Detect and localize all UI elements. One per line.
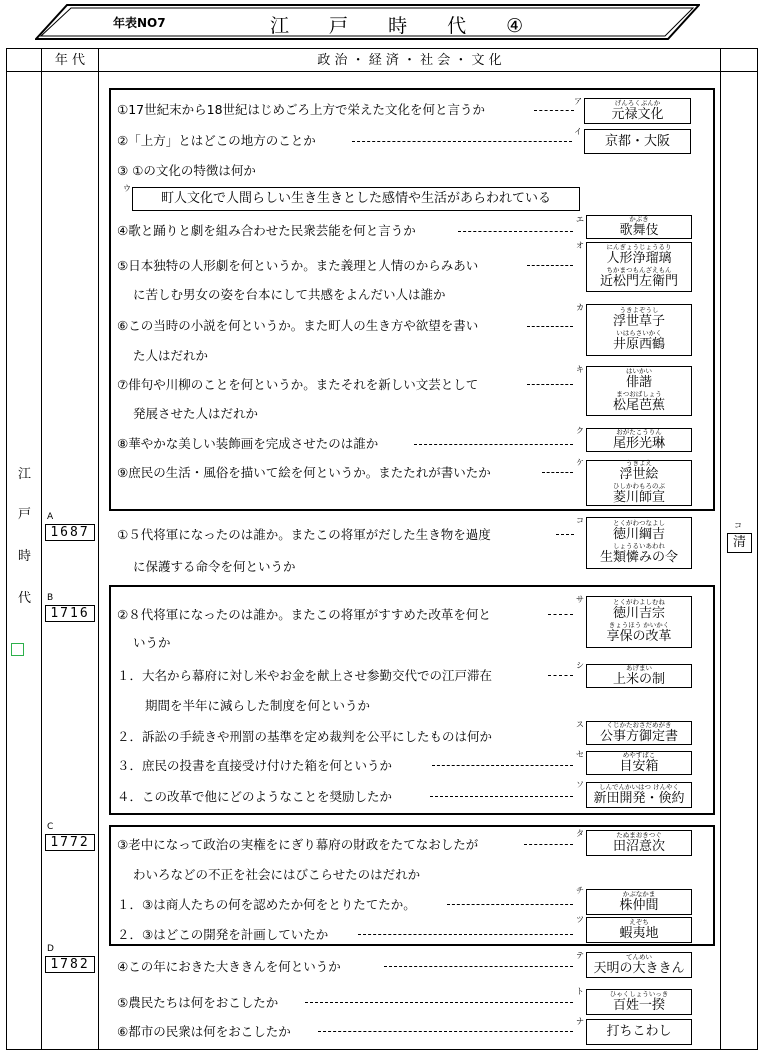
question: ⑨庶民の生活・風俗を描いて絵を何というか。またたれが書いたか — [117, 465, 491, 480]
year-box: 1716 — [45, 605, 95, 622]
answer-box: あげまい 上米の制 — [586, 664, 692, 688]
answer-box-double: にんぎょうじょうるり 人形浄瑠璃 ちかまつもんざえもん 近松門左衛門 — [586, 242, 692, 292]
answer-box: げんろくぶんか 元禄文化 — [584, 98, 691, 124]
answer-kana: チ — [576, 886, 584, 895]
answer-kana: ト — [576, 987, 584, 996]
question: ②「上方」とはどこの地方のことか — [117, 133, 316, 148]
question: ２．訴訟の手続きや刑罰の基準を定め裁判を公平にしたものは何か — [117, 729, 493, 744]
era-char: 時 — [18, 549, 32, 564]
answer-kana: ケ — [576, 458, 584, 467]
answer-box: くじかたおさだめがき 公事方御定書 — [586, 721, 692, 745]
question: ⑧華やかな美しい装飾画を完成させたのは誰か — [117, 436, 379, 451]
question-cont: 発展させた人はだれか — [133, 406, 259, 421]
answer-kana: テ — [576, 951, 584, 960]
question: ⑦俳句や川柳のことを何というか。またそれを新しい文芸として — [117, 377, 479, 392]
answer-kana: コ — [734, 521, 742, 530]
answer-box: めやすばこ 目安箱 — [586, 751, 692, 775]
year-box: 1772 — [45, 834, 95, 851]
era-char: 代 — [18, 591, 32, 606]
answer-kana: ア — [574, 97, 582, 106]
question: ⑤農民たちは何をおこしたか — [117, 995, 279, 1010]
answer-kana: ナ — [576, 1017, 584, 1026]
year-letter: B — [47, 593, 54, 603]
question-cont: に保護する命令を何というか — [133, 559, 296, 574]
answer-box-double: うきよぞうし 浮世草子 いはらさいかく 井原西鶴 — [586, 304, 692, 356]
year-box: 1782 — [45, 956, 95, 973]
answer-kana: エ — [576, 215, 584, 224]
question: ④歌と踊りと劇を組み合わせた民衆芸能を何と言うか — [117, 223, 416, 238]
question: ①５代将軍になったのは誰か。またこの将軍がだした生き物を過度 — [117, 527, 491, 542]
answer-box: てんめい 天明の大ききん — [586, 952, 692, 978]
question: ③ ①の文化の特徴は何か — [117, 163, 256, 178]
question: ２．③はどこの開発を計画していたか — [117, 927, 329, 942]
answer-kana: サ — [576, 595, 584, 604]
answer-box: かぶき 歌舞伎 — [586, 215, 692, 239]
answer-box-double: とくがわよしむね 徳川吉宗 きょうほう かいかく 享保の改革 — [586, 596, 692, 648]
answer-kana: コ — [576, 516, 584, 525]
year-letter: C — [47, 822, 54, 832]
column-header-topics: 政 治 ・ 経 済 ・ 社 会 ・ 文 化 — [317, 53, 502, 68]
year-letter: D — [47, 944, 54, 954]
question-cont: わいろなどの不正を社会にはびこらせたのはだれか — [133, 867, 421, 882]
qing-answer-box: 清 — [727, 533, 752, 553]
answer-kana: ウ — [123, 184, 131, 193]
answer-box: 京都・大阪 — [584, 129, 691, 154]
year-box: 1687 — [45, 524, 95, 541]
answer-box: しんでんかいはつ けんやく 新田開発・倹約 — [586, 782, 692, 808]
question: ⑤日本独特の人形劇を何というか。また義理と人情のからみあい — [117, 258, 479, 273]
answer-kana: ス — [576, 720, 584, 729]
year-letter: A — [47, 512, 54, 522]
answer-kana: セ — [576, 750, 584, 759]
answer-box-double: とくがわつなよし 徳川綱吉 しょうるいあわれ 生類憐みの令 — [586, 517, 692, 569]
column-header-year: 年 代 — [54, 53, 86, 68]
answer-box-double: はいかい 俳諧 まつおばしょう 松尾芭蕉 — [586, 366, 692, 416]
answer-box: たぬまおきつぐ 田沼意次 — [586, 830, 692, 856]
era-char: 江 — [18, 467, 32, 482]
era-char: 戸 — [18, 507, 32, 522]
question: ３．庶民の投書を直接受け付けた箱を何というか — [117, 758, 393, 773]
answer-box-wide: 町人文化で人間らしい生き生きとした感情や生活があらわれている — [132, 187, 580, 211]
question: ④この年におきた大ききんを何というか — [117, 959, 341, 974]
question-cont: た人はだれか — [133, 348, 209, 363]
question-cont: に苦しむ男女の姿を台本にして共感をよんだい人は誰か — [133, 287, 446, 302]
page-title: 江 戸 時 代 ④ — [270, 15, 541, 37]
answer-kana: ク — [576, 426, 584, 435]
answer-kana: イ — [574, 127, 582, 136]
answer-box-double: うきよえ 浮世絵 ひしかわもろのぶ 菱川師宣 — [586, 460, 692, 506]
answer-kana: キ — [576, 365, 584, 374]
question: １．③は商人たちの何を認めたか何をとりたてたか。 — [117, 897, 416, 912]
question-cont: 期間を半年に減らした制度を何というか — [145, 698, 371, 713]
green-marker-box — [11, 643, 24, 656]
answer-box: ひゃくしょういっき 百姓一揆 — [586, 989, 692, 1015]
answer-kana: オ — [576, 241, 584, 250]
question: ⑥都市の民衆は何をおこしたか — [117, 1024, 291, 1039]
question: ４．この改革で他にどのようなことを奨励したか — [117, 789, 393, 804]
question: １．大名から幕府に対し米やお金を献上させ参勤交代での江戸滞在 — [117, 668, 493, 683]
question-cont: いうか — [133, 635, 171, 650]
answer-kana: ツ — [576, 915, 584, 924]
answer-box: 打ちこわし — [586, 1019, 692, 1045]
answer-kana: シ — [576, 661, 584, 670]
question: ③老中になって政治の実権をにぎり幕府の財政をたてなおしたが — [117, 837, 479, 852]
answer-kana: カ — [576, 303, 584, 312]
answer-box: えぞち 蝦夷地 — [586, 917, 692, 943]
sheet-number: 年表NO7 — [113, 16, 166, 30]
answer-kana: ソ — [576, 780, 584, 789]
question: ②８代将軍になったのは誰か。またこの将軍がすすめた改革を何と — [117, 607, 491, 622]
question: ①17世紀末から18世紀はじめごろ上方で栄えた文化を何と言うか — [117, 102, 486, 117]
answer-box: おがたこうりん 尾形光琳 — [586, 428, 692, 452]
answer-box: かぶなかま 株仲間 — [586, 889, 692, 915]
answer-kana: タ — [576, 829, 584, 838]
question: ⑥この当時の小説を何というか。また町人の生き方や欲望を書い — [117, 318, 479, 333]
